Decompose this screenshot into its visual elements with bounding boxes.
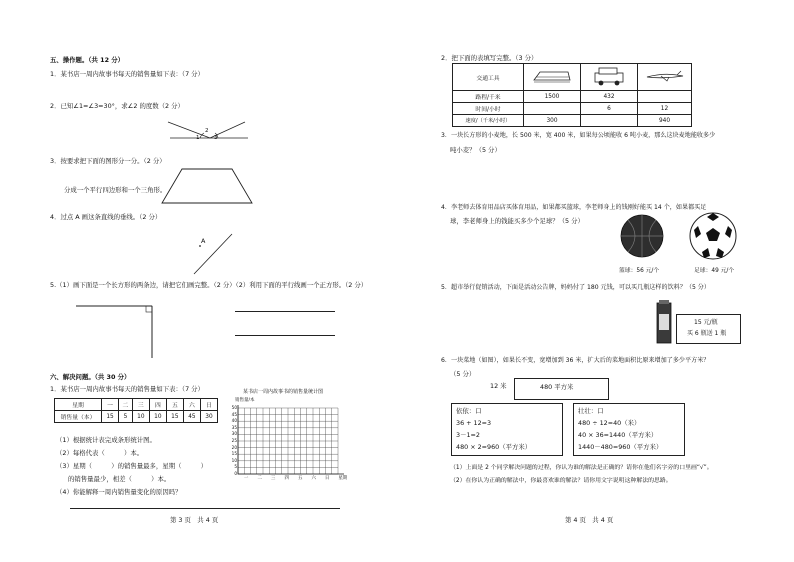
blank-bar-chart-grid (232, 404, 350, 484)
table-cell (524, 64, 581, 91)
r-q5: 5．超市举行促销活动，下面是活动公告牌，妈妈付了 180 元钱，可以买几瓶这样的饮料？（5 分） (441, 284, 710, 291)
table-cell: 三 (132, 399, 149, 411)
op-q3-sub: 分成一个平行四边形和一个三角形。 (64, 186, 167, 194)
table-cell: 五 (166, 399, 183, 411)
trapezoid-figure (160, 167, 255, 207)
table-cell: 10 (132, 411, 149, 423)
r-q3: 3．一块长方形的小麦地，长 500 米，宽 400 米，如果每公顷能收 6 吨小麦，那么这块麦地能收多少 (441, 132, 716, 139)
basketball-price: 篮球：56 元/个 (619, 268, 660, 274)
angle-label-1: 1 (196, 135, 200, 141)
section5-title: 五、操作题。（共 12 分） (50, 56, 125, 64)
promo-price: 15 元/瓶 (694, 319, 718, 326)
solve-q1: 1．某书店一周内故事书每天的销售量如下表：（7 分） (50, 385, 204, 393)
table-cell: 时间/小时 (453, 103, 524, 115)
x-tick-label: 星期 (338, 476, 348, 481)
table-row (55, 399, 218, 411)
table-cell: 二 (119, 399, 133, 411)
y-tick-label: 10 (231, 457, 237, 463)
x-tick-label: 五 (298, 476, 303, 481)
x-tick-label: 三 (271, 476, 276, 481)
r-q3b: 吨小麦？（5 分） (450, 146, 501, 154)
y-tick-label: 40 (231, 418, 237, 424)
solve-q1-sub3a: （3）星期（ ）的销售量最多，星期（ ） (56, 462, 208, 470)
sol2-line: 1440－480=960（平方米） (578, 443, 663, 451)
rectangle-sides-figure (72, 300, 162, 362)
table-cell: 销售量（本） (55, 411, 102, 423)
y-tick-label: 35 (231, 424, 237, 430)
table-cell: 12 (638, 103, 692, 115)
table-row (453, 91, 692, 103)
field-length-label: 12 米 (490, 382, 507, 390)
section6-title: 六、解决问题。（共 30 分） (50, 373, 131, 381)
r-q4b: 球，李老师身上的钱能买多少个足球？（5 分） (450, 217, 584, 225)
y-tick-label: 25 (231, 438, 237, 443)
football-price: 足球：49 元/个 (694, 268, 735, 274)
op-q4: 4．过点 A 画这条直线的垂线。（2 分） (50, 213, 162, 221)
sol2-line: 壮壮：口 (578, 407, 604, 415)
table-cell: 日 (200, 399, 217, 411)
drink-bottle-image (653, 300, 675, 346)
r-q6a: 6．一块菜地（如图），如果长不变，宽增加到 36 米，扩大后的菜地面积比原来增加了多少平方米？ (441, 357, 710, 364)
y-tick-label: 15 (231, 451, 237, 457)
solve-q1-sub4: （4）你能解释一周内销售量变化的原因吗？ (56, 488, 182, 496)
parallel-line-bottom (235, 335, 335, 336)
table-cell: 6 (581, 103, 638, 115)
sol1-line: 36 + 12=3 (456, 419, 492, 427)
table-row (453, 64, 692, 91)
op-q3: 3．按要求把下面的图形分一分。（2 分） (50, 157, 166, 165)
table-cell (638, 91, 692, 103)
y-tick-label: 50 (231, 405, 237, 410)
point-a-label: A (201, 237, 206, 245)
table-cell: 速度/（千米/小时） (453, 115, 524, 127)
x-tick-label: 六 (311, 476, 316, 481)
r-q2: 2．把下面的表填写完整。（3 分） (441, 54, 538, 62)
solve-q1-sub1: （1）根据统计表完成条形统计图。 (56, 436, 156, 444)
op-q1: 1．某书店一周内故事书每天的销售量如下表：（7 分） (50, 70, 204, 78)
train-icon (532, 68, 572, 84)
table-row (453, 115, 692, 127)
table-cell: 六 (183, 399, 200, 411)
table-cell: 432 (581, 91, 638, 103)
y-tick-label: 0 (234, 471, 237, 476)
table-cell: 1500 (524, 91, 581, 103)
table-cell: 940 (638, 115, 692, 127)
promo-offer: 买 6 瓶送 1 瓶 (687, 330, 727, 337)
x-tick-label: 一 (244, 476, 249, 481)
y-tick-label: 20 (231, 444, 237, 450)
table-cell: 15 (166, 411, 183, 423)
table-row (55, 411, 218, 423)
table-cell: 四 (149, 399, 166, 411)
car-icon (592, 66, 626, 86)
solve-q1-sub3b: 的销售量最少，相差（ ）本。 (68, 475, 171, 483)
transport-table (452, 63, 692, 127)
football-image (688, 210, 738, 262)
table-cell: 交通工具 (453, 64, 524, 91)
page-footer-right: 第 4 页 共 4 页 (565, 516, 614, 524)
chart-axes (238, 405, 344, 474)
table-cell: 路程/千米 (453, 91, 524, 103)
x-tick-label: 日 (325, 476, 330, 481)
field-area-label: 480 平方米 (540, 383, 574, 391)
table-row (453, 103, 692, 115)
parallel-line-top (235, 311, 335, 312)
sales-chart-ylabel: 销售量/本 (235, 398, 255, 403)
table-cell: 300 (524, 115, 581, 127)
table-cell (524, 103, 581, 115)
r-q6b: （5 分） (450, 370, 476, 378)
answer-line-left (70, 508, 340, 509)
table-cell: 一 (102, 399, 119, 411)
sol1-line: 480 × 2=960（平方米） (456, 443, 532, 451)
page-footer-left: 第 3 页 共 4 页 (170, 516, 219, 524)
op-q2: 2．已知∠1=∠3=30°，求∠2 的度数（2 分） (50, 102, 184, 110)
y-tick-label: 30 (231, 431, 237, 437)
table-cell: 星期 (55, 399, 102, 411)
basketball-image (620, 210, 664, 262)
sol2-line: 480 ÷ 12=40（米） (578, 419, 641, 427)
table-cell (581, 115, 638, 127)
table-cell: 45 (183, 411, 200, 423)
y-tick-label: 45 (231, 411, 237, 417)
line-and-point-figure (180, 228, 240, 278)
sol2-line: 40 × 36=1440（平方米） (578, 431, 658, 439)
table-cell: 5 (119, 411, 133, 423)
r-q6-sub1: （1）上面是 2 个同学解决问题的过程，你认为谁的解法是正确的？请你在他们名字旁的口里画“√”。 (450, 465, 713, 471)
x-tick-label: 四 (284, 476, 289, 481)
table-cell: 10 (149, 411, 166, 423)
sales-chart-title: 某书店一周内故事书的销售量统计图 (243, 389, 324, 395)
table-cell (581, 64, 638, 91)
sales-table (54, 398, 218, 423)
y-tick-label: 5 (234, 464, 237, 470)
op-q5: 5.（1）画下面是一个长方形的两条边，请把它们画完整。（2 分）（2）利用下面的平行线画一个正方形。（2 分） (50, 281, 368, 289)
solve-q1-sub2: （2）每格代表（ ）本。 (56, 449, 144, 457)
table-cell: 30 (200, 411, 217, 423)
table-cell (638, 64, 692, 91)
x-tick-label: 二 (257, 476, 262, 481)
table-cell: 15 (102, 411, 119, 423)
r-q4a: 4．李老师去体育用品店买体育用品，如果都买篮球，李老师身上的钱刚好能买 14 个，如果都买足 (441, 204, 707, 211)
r-q6-sub2: （2）在你认为正确的解法中，你最喜欢谁的解法？请你用文字说明这种解法的思路。 (450, 478, 672, 484)
airplane-icon (645, 69, 685, 83)
angle-label-3: 3 (214, 135, 218, 141)
sol1-line: 3－1=2 (456, 431, 480, 439)
sol1-line: 依依：口 (456, 407, 482, 415)
angle-label-2: 2 (205, 128, 209, 134)
